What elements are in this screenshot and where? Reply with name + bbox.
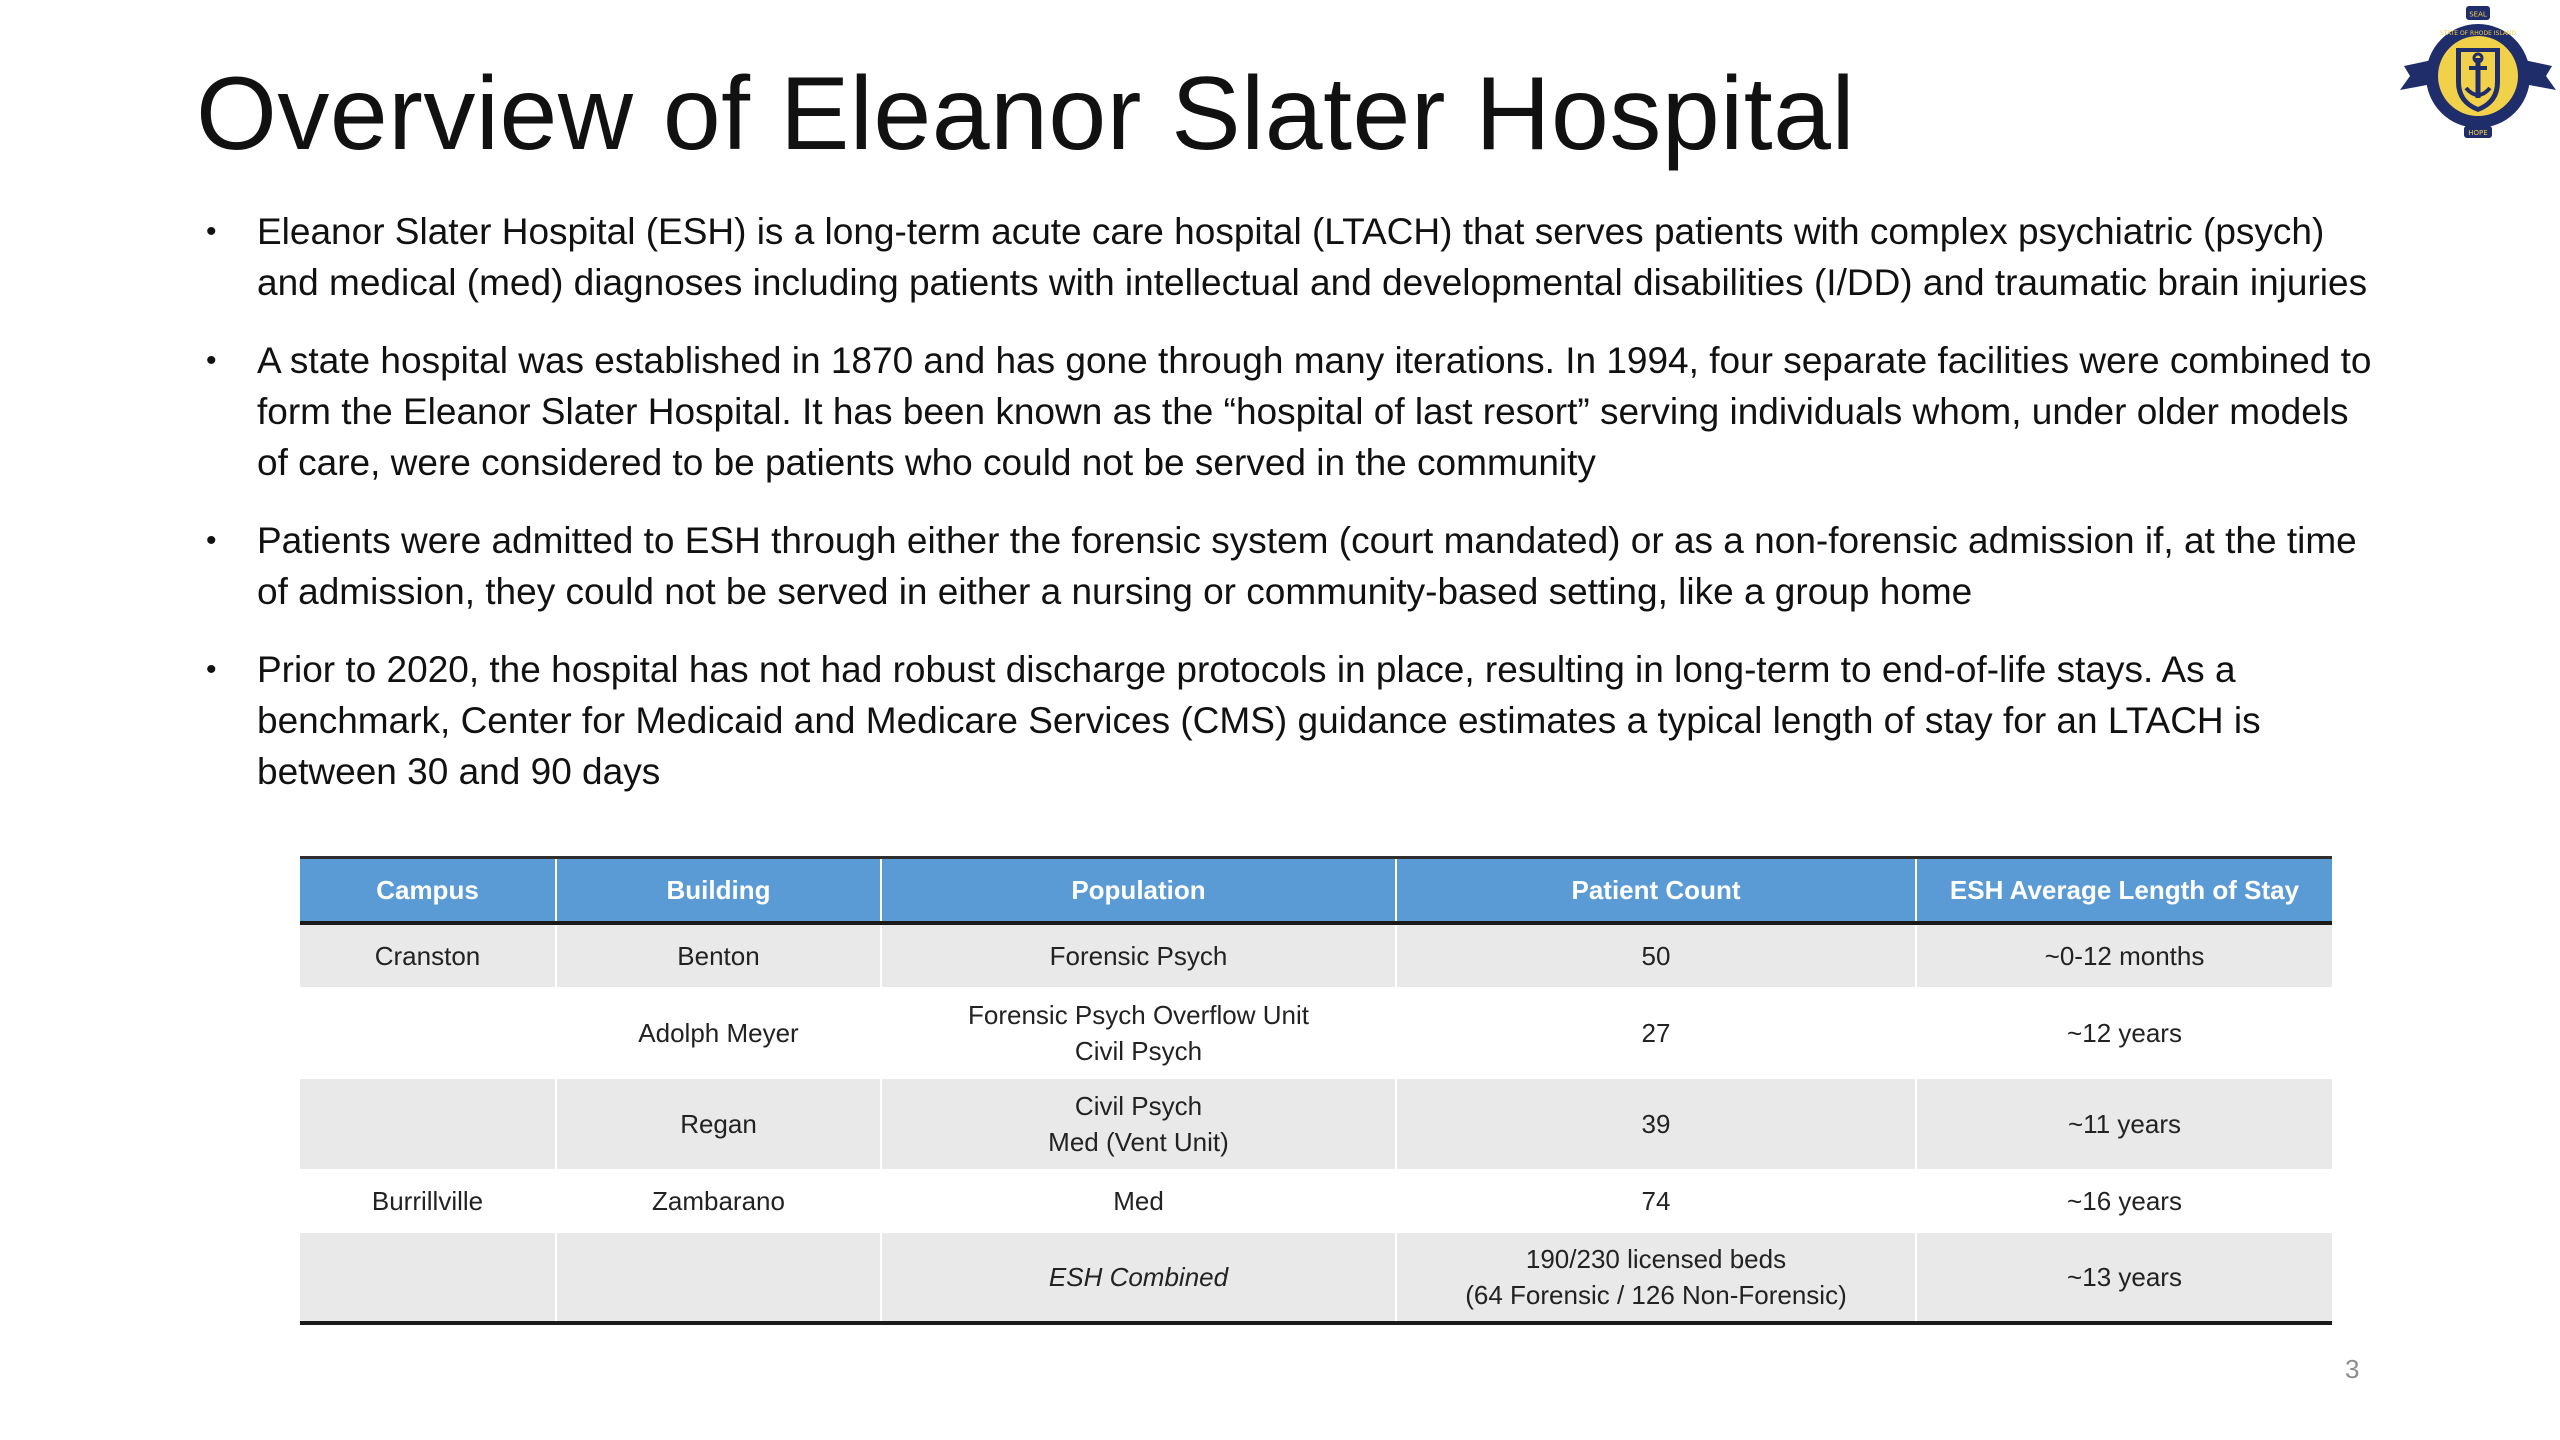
bullet-dot-icon: •: [206, 524, 217, 557]
count-line: 39: [1641, 1109, 1671, 1139]
header-patient-count: Patient Count: [1396, 858, 1916, 924]
population-line: Civil Psych: [1074, 1091, 1203, 1121]
cell-patient-count: [1396, 923, 1916, 987]
bullet-list: [200, 206, 2380, 824]
population-line: Forensic Psych: [1049, 941, 1228, 971]
seal-top-text: SEAL: [2469, 10, 2487, 19]
bullet-item: [200, 335, 2380, 488]
bullet-text: A state hospital was established in 1870 and has gone through many iterations. In 1994, four separate facilities were combined to form the Eleanor Slater Hospital. It has been known as the “hospital of last resort” serving individuals whom, under older models of care, were considered to be patients who could not be served in the community: [257, 340, 2372, 483]
bullet-text: Eleanor Slater Hospital (ESH) is a long-term acute care hospital (LTACH) that serves patients with complex psychiatric (psych) and medical (med) diagnoses including patients with intellectual and developmental disabilities (I/DD) and traumatic brain injuries: [257, 211, 2368, 303]
cell-population: [881, 1169, 1396, 1233]
cell-campus: Burrillville: [300, 1169, 556, 1233]
population-line: Med: [1113, 1186, 1164, 1216]
table-row: [300, 1233, 2332, 1323]
population-line: Forensic Psych Overflow Unit: [968, 1000, 1309, 1030]
bullet-dot-icon: •: [206, 344, 217, 377]
slide-title: Overview of Eleanor Slater Hospital: [196, 56, 1856, 172]
cell-population: [881, 987, 1396, 1079]
header-building: Building: [556, 858, 881, 924]
cell-building: Benton: [556, 923, 881, 987]
cell-building: Regan: [556, 1079, 881, 1169]
table-row: [300, 923, 2332, 987]
cell-patient-count: [1396, 987, 1916, 1079]
count-line: 74: [1641, 1186, 1671, 1216]
cell-population: [881, 923, 1396, 987]
cell-length-of-stay: ~13 years: [1916, 1233, 2332, 1323]
bullet-item: [200, 644, 2380, 797]
population-line: Civil Psych: [1074, 1036, 1203, 1066]
cell-patient-count: [1396, 1079, 1916, 1169]
count-line: 50: [1641, 941, 1671, 971]
hospital-table: [300, 856, 2332, 1325]
table-row: [300, 1169, 2332, 1233]
bullet-item: [200, 515, 2380, 617]
cell-length-of-stay: ~0-12 months: [1916, 923, 2332, 987]
cell-building: Adolph Meyer: [556, 987, 881, 1079]
bullet-text: Patients were admitted to ESH through either the forensic system (court mandated) or as a non-forensic admission if, at the time of admission, they could not be served in either a nursing or community-based setting, like a group home: [257, 520, 2357, 612]
bullet-dot-icon: •: [206, 215, 217, 248]
table-row: [300, 987, 2332, 1079]
table-header-row: [300, 858, 2332, 924]
count-line: 190/230 licensed beds: [1525, 1244, 1787, 1274]
header-population: Population: [881, 858, 1396, 924]
bullet-dot-icon: •: [206, 653, 217, 686]
cell-patient-count: [1396, 1233, 1916, 1323]
population-line: ESH Combined: [1048, 1262, 1229, 1292]
cell-population: [881, 1079, 1396, 1169]
table-row: [300, 1079, 2332, 1169]
seal-bottom-text: HOPE: [2468, 129, 2488, 137]
cell-campus: [300, 987, 556, 1079]
cell-patient-count: [1396, 1169, 1916, 1233]
count-line: 27: [1641, 1018, 1671, 1048]
bullet-text: Prior to 2020, the hospital has not had robust discharge protocols in place, resulting in long-term to end-of-life stays. As a benchmark, Center for Medicaid and Medicare Services (CMS) guidance estimates a typical length of stay for an LTACH is between 30 and 90 days: [257, 649, 2261, 792]
population-line: Med (Vent Unit): [1048, 1127, 1229, 1157]
cell-length-of-stay: ~11 years: [1916, 1079, 2332, 1169]
cell-building: [556, 1233, 881, 1323]
header-campus: Campus: [300, 858, 556, 924]
cell-campus: [300, 1079, 556, 1169]
cell-campus: [300, 1233, 556, 1323]
state-seal-icon: [2398, 4, 2558, 144]
cell-length-of-stay: ~12 years: [1916, 987, 2332, 1079]
header-length-of-stay: ESH Average Length of Stay: [1916, 858, 2332, 924]
cell-building: Zambarano: [556, 1169, 881, 1233]
bullet-item: [200, 206, 2380, 308]
count-line: (64 Forensic / 126 Non-Forensic): [1465, 1280, 1847, 1310]
cell-campus: Cranston: [300, 923, 556, 987]
page-number: 3: [2345, 1354, 2360, 1384]
cell-population: [881, 1233, 1396, 1323]
seal-ring-text: STATE OF RHODE ISLAND: [2439, 30, 2517, 37]
cell-length-of-stay: ~16 years: [1916, 1169, 2332, 1233]
